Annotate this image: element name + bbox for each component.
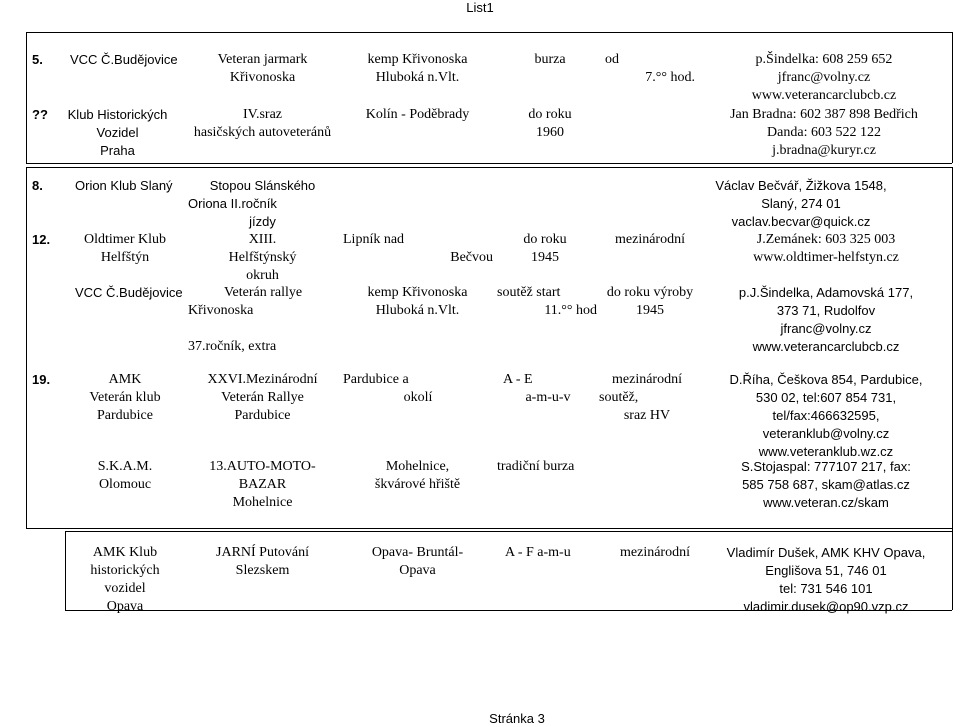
event-category: soutěž start 11.°° hod [497,285,597,318]
organizer-club: VCC Č.Budějovice [75,285,183,300]
table-border [26,528,952,529]
event-name: JARNÍ Putování Slezskem [216,545,309,578]
organizer-contact: Jan Bradna: 602 387 898 Bedřich Danda: 603 522 122 j.bradna@kuryr.cz [730,107,918,158]
table-border [26,167,27,528]
organizer-club: Klub Historických Vozidel Praha [67,107,168,158]
organizer-contact: S.Stojaspal: 777107 217, fax: 585 758 687, skam@atlas.cz www.veteran.cz/skam [741,459,911,510]
event-type: do roku výroby 1945 [606,285,694,318]
table-border [26,167,952,168]
event-name: Veteran jarmark Křivonoska [217,52,308,85]
event-place: Pardubice a okolí [343,372,433,405]
event-number: ?? [32,107,48,122]
event-category: A - F a-m-u [505,545,571,560]
organizer-contact: J.Zemánek: 603 325 003 www.oldtimer-helfstyn.cz [753,232,899,265]
organizer-club: AMK Veterán klub Pardubice [89,372,161,423]
table-border [26,32,27,163]
event-place: Lipník nad Bečvou [343,232,493,265]
event-place: Opava- Bruntál- Opava [371,545,464,578]
page-footer: Stránka 3 [489,711,545,726]
organizer-club: Orion Klub Slaný [75,178,173,193]
event-number: 19. [32,372,51,387]
event-name: XIII. Helfštýnský okruh [228,232,297,283]
event-category: do roku 1945 [523,232,567,265]
table-border [65,531,952,532]
table-border [26,32,952,33]
organizer-club: S.K.A.M. Olomouc [97,459,153,492]
event-place: Kolín - Poděbrady [365,107,470,122]
event-place: kemp Křivonoska Hluboká n.Vlt. [367,52,468,85]
event-type: mezinárodní [615,232,685,247]
organizer-contact: D.Říha, Češkova 854, Pardubice, 530 02, tel:607 854 731, tel/fax:466632595, veteranklub@volny.cz www.veteranklub.wz.cz [729,372,923,459]
table-border [952,167,953,610]
table-border [952,32,953,163]
event-place: Mohelnice, škvárové hřiště [374,459,461,492]
event-name: XXVI.Mezinárodní Veterán Rallye Pardubice [207,372,318,423]
organizer-contact: Vladimír Dušek, AMK KHV Opava, Englišova 51, 746 01 tel: 731 546 101 vladimir.dusek@op90.vzp.cz [726,545,926,614]
organizer-contact: p.J.Šindelka, Adamovská 177, 373 71, Rudolfov jfranc@volny.cz www.veterancarclubcb.cz [738,285,914,354]
organizer-contact: Václav Bečvář, Žižkova 1548, Slaný, 274 01 vaclav.becvar@quick.cz [715,178,887,229]
event-name: Stopou Slánského Oriona II.ročník jízdy [188,178,316,229]
event-category: A - E a-m-u-v [503,372,571,405]
organizer-contact: p.Šindelka: 608 259 652 jfranc@volny.cz www.veterancarclubcb.cz [751,52,897,103]
event-name: 13.AUTO-MOTO- BAZAR Mohelnice [209,459,316,510]
sheet-title: List1 [466,0,494,15]
organizer-club: AMK Klub historických vozidel Opava [90,545,160,614]
organizer-club: Oldtimer Klub Helfštýn [83,232,167,265]
event-type: mezinárodní [620,545,690,560]
event-category: tradiční burza [497,459,575,474]
event-number: 12. [32,232,51,247]
table-border [26,163,952,164]
event-number: 8. [32,178,43,193]
event-type: mezinárodní soutěž, sraz HV [599,372,682,423]
event-name: Veterán rallye Křivonoska 37.ročník, extra [188,285,303,354]
event-time: od 7.°° hod. [605,52,695,85]
event-number: 5. [32,52,43,67]
organizer-club: VCC Č.Budějovice [70,52,178,67]
event-category: burza [534,52,566,67]
event-category: do roku 1960 [528,107,572,140]
event-name: IV.sraz hasičských autoveteránů [193,107,332,140]
event-place: kemp Křivonoska Hluboká n.Vlt. [367,285,468,318]
